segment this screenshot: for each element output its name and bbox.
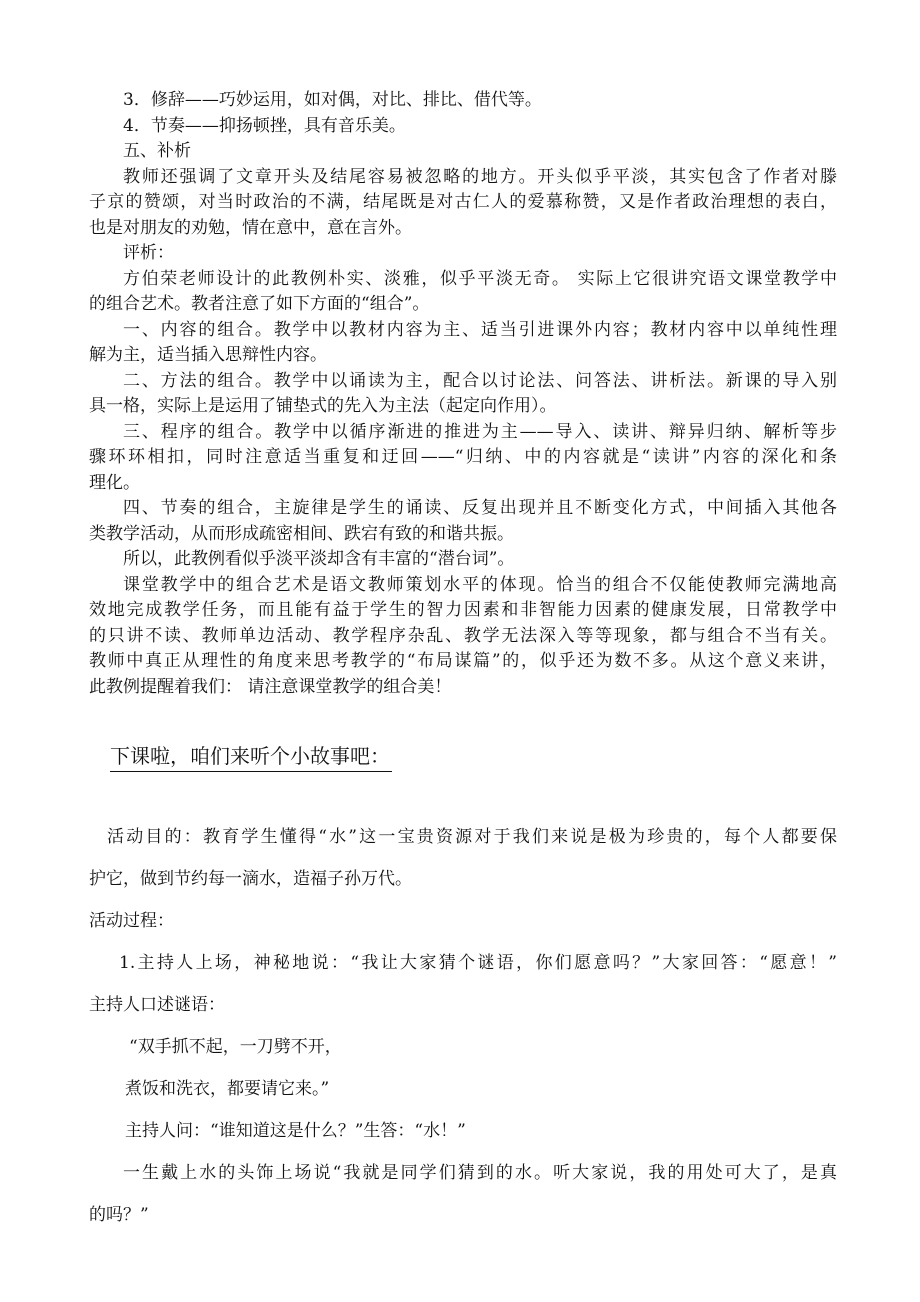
text-line: 效地完成教学任务，而且能有益于学生的智力因素和非智能力因素的健康发展，日常教学中 [89, 600, 837, 620]
text-line: 的吗？” [89, 1205, 149, 1225]
text-line: 骤环环相扣，同时注意适当重复和迂回——“归纳、中的内容就是“读讲”内容的深化和条 [89, 447, 837, 467]
text-line: 4．节奏——抑扬顿挫，具有音乐美。 [123, 115, 406, 136]
text-line: 课堂教学中的组合艺术是语文教师策划水平的体现。恰当的组合不仅能使教师完满地高 [123, 574, 837, 595]
text-line: 主持人口述谜语： [89, 995, 225, 1015]
text-line: 四、节奏的组合，主旋律是学生的诵读、反复出现并且不断变化方式，中间插入其他各 [123, 498, 837, 518]
text-line: 的只讲不读、教师单边活动、教学程序杂乱、教学无法深入等等现象，都与组合不当有关。 [89, 625, 837, 646]
section-heading-supplement: 五、补析 [123, 141, 191, 161]
riddle-line: “双手抓不起，一刀劈不开， [129, 1037, 342, 1057]
text-line: 此教例提醒着我们： 请注意课堂教学的组合美！ [89, 676, 452, 697]
lesson-commentary-section [89, 88, 837, 700]
text-line: 三、程序的组合。教学中以循序渐进的推进为主——导入、读讲、辩异归纳、解析等步 [123, 421, 837, 442]
text-line: 类教学活动，从而形成疏密相间、跌宕有致的和谐共振。 [89, 523, 514, 544]
text-line: 护它，做到节约每一滴水，造福子孙万代。 [89, 869, 412, 889]
story-heading: 下课啦，咱们来听个小故事吧： [110, 741, 392, 772]
text-line: 的组合艺术。教者注意了如下方面的“组合”。 [89, 294, 430, 314]
text-line: 1.主持人上场，神秘地说：“我让大家猜个谜语，你们愿意吗？”大家回答：“愿意！” [119, 953, 837, 973]
riddle-line: 煮饭和洗衣，都要请它来。” [125, 1079, 330, 1099]
text-line: 一生戴上水的头饰上场说“我就是同学们猜到的水。听大家说，我的用处可大了，是真 [123, 1163, 837, 1183]
activity-process-label: 活动过程： [89, 911, 174, 931]
text-line: 3．修辞——巧妙运用，如对偶，对比、排比、借代等。 [123, 90, 542, 110]
text-line: 一、内容的组合。教学中以教材内容为主、适当引进课外内容；教材内容中以单纯性理 [123, 319, 837, 340]
text-line: 所以，此教例看似乎淡平淡却含有丰富的“潜台词”。 [123, 549, 515, 569]
text-line: 教师中真正从理性的角度来思考教学的“布局谋篇”的，似乎还为数不多。从这个意义来讲， [89, 651, 837, 671]
text-line: 子京的赞颂，对当时政治的不满，结尾既是对古仁人的爱慕称赞，又是作者政治理想的表白， [89, 192, 837, 212]
text-line: 方伯荣老师设计的此教例朴实、淡雅，似乎平淡无奇。 实际上它很讲究语文课堂教学中 [123, 268, 837, 289]
text-line: 具一格，实际上是运用了铺垫式的先入为主法（起定向作用）。 [89, 396, 557, 416]
section-heading-commentary: 评析： [123, 243, 174, 263]
text-line: 活动目的：教育学生懂得“水”这一宝贵资源对于我们来说是极为珍贵的，每个人都要保 [107, 827, 837, 847]
text-line: 主持人问：“谁知道这是什么？”生答：“水！” [125, 1121, 466, 1141]
text-line: 也是对朋友的劝勉，情在意中，意在言外。 [89, 217, 412, 238]
text-line: 教师还强调了文章开头及结尾容易被忽略的地方。开头似乎平淡，其实包含了作者对滕 [123, 166, 837, 187]
text-line: 解为主，适当插入思辩性内容。 [89, 345, 327, 365]
text-line: 理化。 [89, 472, 140, 493]
text-line: 二、方法的组合。教学中以诵读为主，配合以讨论法、问答法、讲析法。新课的导入别 [123, 370, 837, 391]
